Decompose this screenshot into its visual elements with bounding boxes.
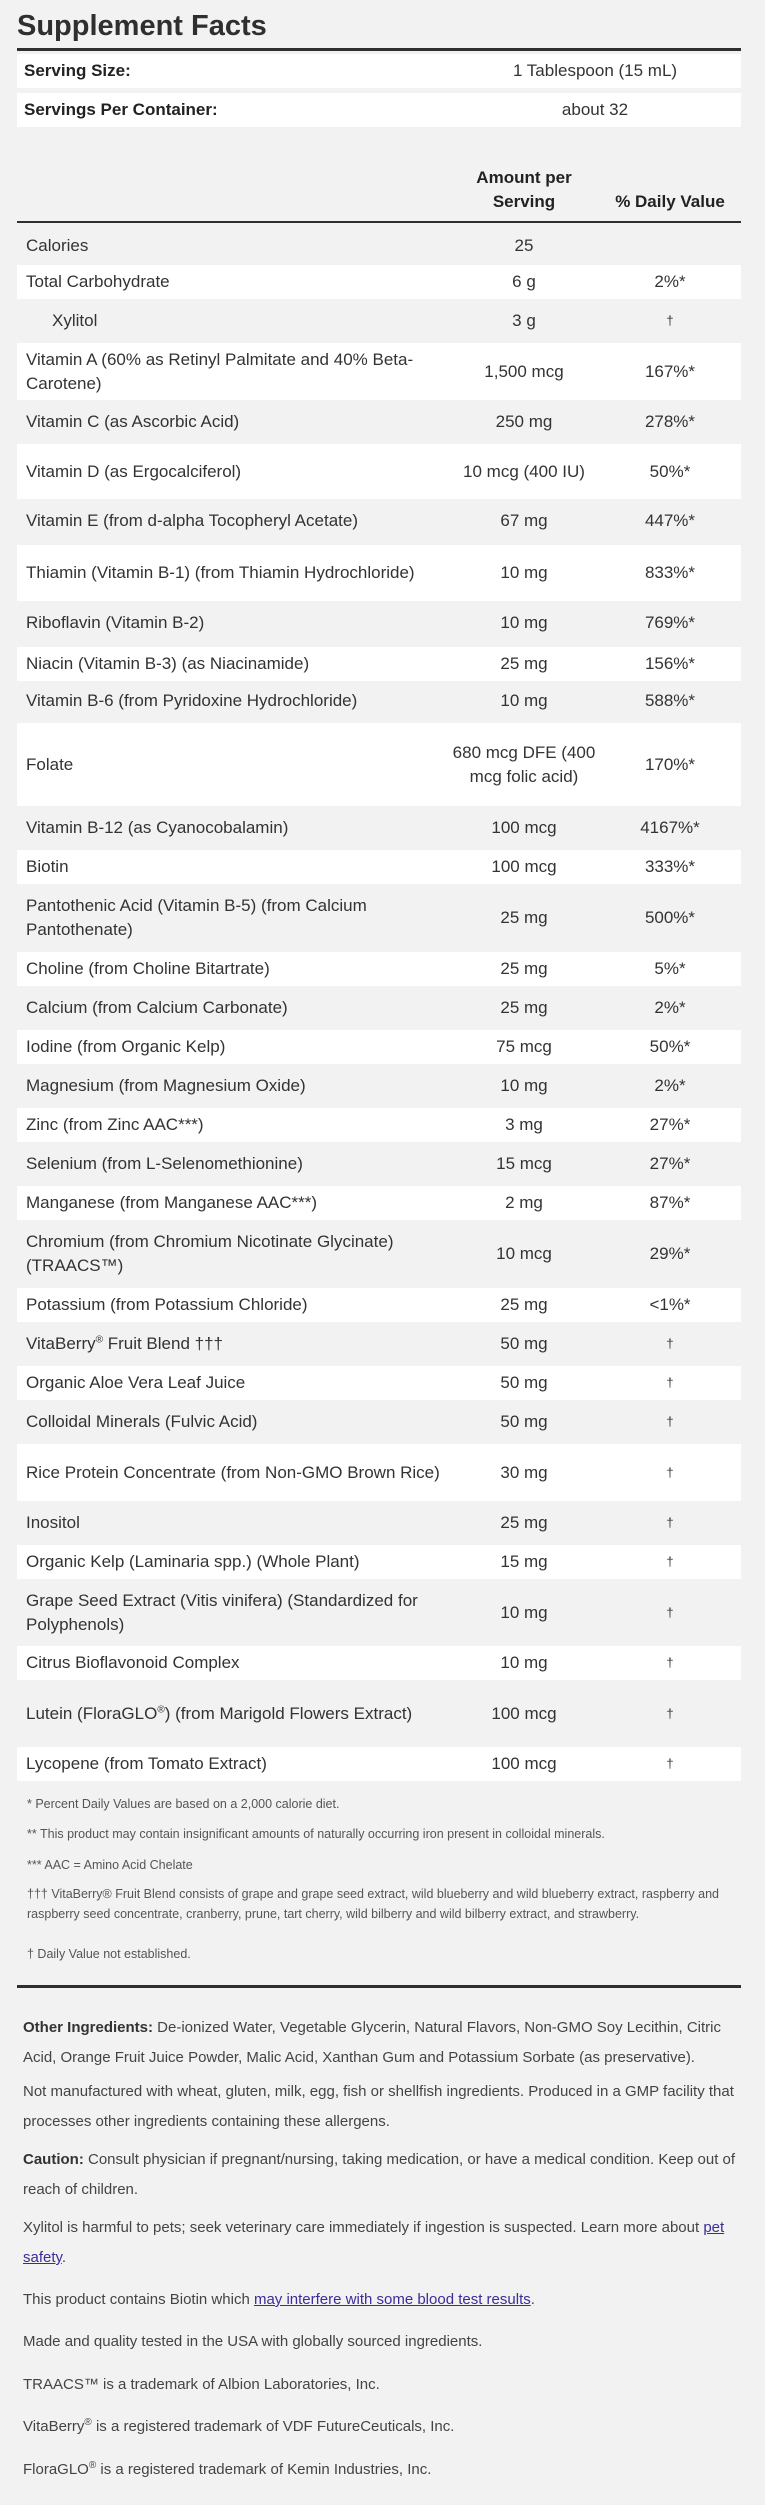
nutrient-daily-value: 29%* [649, 1244, 691, 1263]
nutrient-row [17, 1108, 741, 1142]
nutrient-row [17, 723, 741, 806]
nutrient-amount: 25 mg [500, 908, 548, 927]
nutrient-daily-value: 167%* [644, 361, 696, 381]
footer-rule [17, 1985, 741, 1988]
nutrient-amount: 50 mg [500, 1334, 548, 1353]
supplement-facts-title: Supplement Facts [17, 10, 267, 42]
nutrient-daily-value: † [666, 1604, 674, 1620]
nutrient-daily-value: † [666, 1705, 674, 1721]
nutrient-daily-value: 769%* [644, 613, 696, 632]
nutrient-name: Chromium (from Chromium Nicotinate Glycinate) (TRAACS™) [26, 1232, 394, 1275]
nutrient-row [17, 1030, 741, 1064]
nutrient-amount: 2 mg [505, 1193, 543, 1212]
nutrient-amount: 15 mcg [496, 1154, 552, 1173]
nutrient-name: Biotin [26, 857, 69, 876]
nutrient-name: Zinc (from Zinc AAC***) [26, 1115, 204, 1134]
nutrient-amount: 680 mcg DFE (400 mcg folic acid) [452, 742, 596, 786]
nutrient-name: Xylitol [52, 311, 98, 330]
nutrient-row [17, 684, 741, 718]
nutrient-amount: 1,500 mcg [484, 361, 564, 381]
nutrient-amount: 100 mcg [491, 857, 557, 876]
xylitol-end: . [61, 2249, 67, 2266]
nutrient-row [17, 1186, 741, 1220]
biotin-end: . [530, 2291, 535, 2308]
blood-test-link[interactable]: may interfere with some blood test results [253, 2291, 531, 2308]
caution-statement [23, 2145, 738, 2205]
allergen-statement: Not manufactured with wheat, gluten, milk, egg, fish or shellfish ingredients. Produced in a GMP facility that processes other ingredients containing these allergens. [23, 2083, 734, 2130]
nutrient-row [17, 850, 741, 884]
nutrient-row [17, 1225, 741, 1283]
nutrient-row [17, 1069, 741, 1103]
nutrient-name: Iodine (from Organic Kelp) [26, 1037, 226, 1056]
footnotes-box [17, 1786, 741, 1980]
nutrient-name: Inositol [26, 1513, 80, 1532]
nutrient-name: Vitamin C (as Ascorbic Acid) [26, 412, 240, 431]
nutrient-row [17, 1366, 741, 1400]
nutrient-amount: 3 mg [505, 1115, 543, 1134]
header-rule [17, 221, 741, 223]
usa-statement: Made and quality tested in the USA with globally sourced ingredients. [23, 2333, 483, 2350]
nutrient-row [17, 811, 741, 845]
serving-size-value: 1 Tablespoon (15 mL) [512, 61, 678, 80]
nutrient-amount: 30 mg [500, 1462, 548, 1482]
nutrient-name: Lycopene (from Tomato Extract) [26, 1754, 267, 1773]
nutrient-row [17, 304, 741, 338]
nutrient-amount: 25 mg [500, 998, 548, 1017]
nutrient-row [17, 405, 741, 439]
vitaberry-text: is a registered trademark of VDF FutureCeuticals, Inc. [91, 2418, 455, 2435]
nutrient-name: Calcium (from Calcium Carbonate) [26, 998, 288, 1017]
nutrient-name: Choline (from Choline Bitartrate) [26, 959, 270, 978]
nutrient-row [17, 1506, 741, 1540]
nutrient-amount: 6 g [512, 272, 536, 291]
nutrient-name: Vitamin B-12 (as Cyanocobalamin) [26, 818, 289, 837]
xylitol-text: Xylitol is harmful to pets; seek veterinary care immediately if ingestion is suspected. Learn more about [23, 2219, 704, 2236]
nutrient-row [17, 1685, 741, 1742]
nutrient-row [17, 1584, 741, 1641]
nutrient-daily-value: † [666, 1375, 674, 1390]
vitaberry-name: VitaBerry [23, 2418, 85, 2435]
nutrient-daily-value: 588%* [644, 691, 696, 710]
nutrient-row [17, 504, 741, 538]
vitaberry-trademark [23, 2412, 738, 2442]
nutrient-daily-value: 156%* [644, 654, 696, 673]
nutrient-daily-value: 500%* [644, 908, 696, 927]
title-rule [17, 48, 741, 51]
amount-per-serving-header: Amount per Serving [476, 168, 572, 211]
nutrient-name: Colloidal Minerals (Fulvic Acid) [26, 1412, 258, 1431]
nutrient-name: Calories [26, 236, 89, 255]
nutrient-name: Manganese (from Manganese AAC***) [26, 1193, 318, 1212]
nutrient-daily-value: † [666, 313, 674, 328]
pet-safety-link[interactable]: pet safety [23, 2219, 725, 2266]
nutrient-daily-value: 50%* [649, 461, 691, 481]
traacs-trademark: TRAACS™ is a trademark of Albion Laboratories, Inc. [23, 2376, 380, 2393]
nutrient-amount: 10 mg [500, 1076, 548, 1095]
nutrient-name: Folate [26, 754, 74, 774]
nutrient-amount: 75 mcg [496, 1037, 552, 1056]
nutrient-amount: 10 mg [500, 563, 548, 582]
nutrient-name: Niacin (Vitamin B-3) (as Niacinamide) [26, 654, 310, 673]
nutrient-row [17, 545, 741, 601]
nutrient-row [17, 343, 741, 400]
nutrient-daily-value: 170%* [644, 754, 696, 774]
nutrient-amount: 25 mg [500, 959, 548, 978]
nutrient-row [17, 647, 741, 681]
nutrient-daily-value: 87%* [649, 1193, 691, 1212]
nutrient-amount: 25 mg [500, 1295, 548, 1314]
nutrient-amount: 50 mg [500, 1412, 548, 1431]
nutrient-row [17, 1405, 741, 1439]
nutrient-daily-value: 50%* [649, 1037, 691, 1056]
nutrient-row [17, 265, 741, 299]
servings-per-container-label: Servings Per Container: [24, 100, 218, 119]
nutrient-row [17, 889, 741, 947]
nutrient-daily-value: † [666, 1655, 674, 1670]
nutrient-daily-value: 27%* [649, 1115, 691, 1134]
vitaberry-reg-mark: ® [84, 2417, 92, 2428]
nutrient-daily-value: † [666, 1464, 674, 1480]
nutrient-name: VitaBerry® Fruit Blend ††† [26, 1334, 223, 1353]
nutrient-amount: 100 mcg [491, 818, 557, 837]
nutrient-row [17, 444, 741, 499]
nutrient-name: Citrus Bioflavonoid Complex [26, 1653, 240, 1672]
servings-per-container-value: about 32 [561, 100, 629, 119]
nutrient-name: Lutein (FloraGLO®) (from Marigold Flowers Extract) [26, 1703, 413, 1723]
nutrient-amount: 100 mcg [491, 1703, 557, 1723]
nutrient-name: Vitamin B-6 (from Pyridoxine Hydrochloride) [26, 691, 358, 710]
caution-text: Consult physician if pregnant/nursing, taking medication, or have a medical condition. Keep out of reach of children. [23, 2151, 736, 2198]
nutrient-row [17, 952, 741, 986]
nutrient-row [17, 606, 741, 640]
table-header [17, 158, 741, 220]
nutrient-daily-value: 2%* [654, 1076, 686, 1095]
nutrient-amount: 25 mg [500, 654, 548, 673]
nutrient-name: Pantothenic Acid (Vitamin B-5) (from Calcium Pantothenate) [26, 896, 367, 939]
nutrient-amount: 15 mg [500, 1552, 548, 1571]
floraglo-reg-mark: ® [88, 2460, 97, 2471]
nutrient-row [17, 1327, 741, 1361]
footnote: † Daily Value not established. [27, 1947, 191, 1961]
nutrient-name: Potassium (from Potassium Chloride) [26, 1295, 308, 1314]
nutrient-amount: 25 [514, 236, 534, 255]
nutrient-daily-value: 2%* [654, 272, 686, 291]
nutrient-daily-value: 278%* [644, 412, 696, 431]
serving-size-label: Serving Size: [24, 61, 131, 80]
footnote: *** AAC = Amino Acid Chelate [27, 1858, 193, 1872]
nutrient-daily-value: 27%* [649, 1154, 691, 1173]
nutrient-daily-value: 2%* [654, 998, 686, 1017]
nutrient-name: Rice Protein Concentrate (from Non-GMO Brown Rice) [26, 1462, 440, 1482]
other-ingredients [23, 2013, 738, 2073]
nutrient-row [17, 1147, 741, 1181]
nutrient-daily-value: 447%* [644, 511, 696, 530]
nutrient-amount: 10 mg [500, 1602, 548, 1622]
nutrient-name: Magnesium (from Magnesium Oxide) [26, 1076, 306, 1095]
nutrient-daily-value: † [666, 1414, 674, 1429]
footnote: ** This product may contain insignificant amounts of naturally occurring iron present in colloidal minerals. [27, 1827, 605, 1841]
nutrient-row [17, 1444, 741, 1501]
footnote: * Percent Daily Values are based on a 2,000 calorie diet. [27, 1797, 340, 1811]
floraglo-text: is a registered trademark of Kemin Industries, Inc. [96, 2461, 432, 2478]
caution-label: Caution: [23, 2151, 84, 2168]
serving-size-row [17, 54, 741, 88]
nutrient-row [17, 229, 741, 263]
nutrient-name: Vitamin D (as Ergocalciferol) [26, 461, 242, 481]
other-ingredients-label: Other Ingredients: [23, 2019, 154, 2036]
nutrient-row [17, 991, 741, 1025]
nutrient-name: Thiamin (Vitamin B-1) (from Thiamin Hydrochloride) [26, 563, 415, 582]
other-ingredients-text: De-ionized Water, Vegetable Glycerin, Natural Flavors, Non-GMO Soy Lecithin, Citric Acid, Orange Fruit Juice Powder, Malic Acid, Xanthan Gum and Potassium Sorbate (as preservative). [23, 2019, 722, 2066]
nutrient-row [17, 1646, 741, 1680]
biotin-text: This product contains Biotin which [23, 2291, 254, 2308]
nutrient-amount: 10 mg [500, 1653, 548, 1672]
nutrient-name: Vitamin A (60% as Retinyl Palmitate and 40% Beta-Carotene) [26, 349, 414, 393]
footnote: ††† VitaBerry® Fruit Blend consists of grape and grape seed extract, wild blueberry and wild blueberry extract, raspberry and raspberry seed concentrate, cranberry, prune, tart cherry, wild bilberry and wild bilberry extract, and strawberry. [27, 1887, 719, 1921]
nutrient-name: Riboflavin (Vitamin B-2) [26, 613, 205, 632]
nutrient-daily-value: † [666, 1515, 674, 1530]
nutrient-amount: 67 mg [500, 511, 548, 530]
nutrient-row [17, 1288, 741, 1322]
nutrient-daily-value: 5%* [654, 959, 686, 978]
nutrient-row [17, 1545, 741, 1579]
nutrient-name: Selenium (from L-Selenomethionine) [26, 1154, 303, 1173]
nutrient-amount: 50 mg [500, 1373, 548, 1392]
xylitol-warning [23, 2213, 738, 2273]
nutrient-amount: 3 g [512, 311, 536, 330]
nutrient-amount: 100 mcg [491, 1754, 557, 1773]
biotin-warning [23, 2285, 738, 2315]
nutrient-amount: 10 mcg (400 IU) [463, 461, 585, 481]
nutrient-name: Vitamin E (from d-alpha Tocopheryl Acetate) [26, 511, 358, 530]
nutrient-amount: 10 mcg [496, 1244, 552, 1263]
floraglo-name: FloraGLO [23, 2461, 89, 2478]
nutrient-amount: 250 mg [495, 412, 553, 431]
nutrient-row [17, 1747, 741, 1781]
nutrient-name: Organic Kelp (Laminaria spp.) (Whole Plant) [26, 1552, 360, 1571]
nutrient-daily-value: 833%* [644, 563, 696, 582]
daily-value-header: % Daily Value [615, 192, 725, 211]
nutrient-daily-value: † [666, 1336, 674, 1351]
nutrient-amount: 10 mg [500, 691, 548, 710]
nutrient-daily-value: † [666, 1756, 674, 1771]
nutrient-daily-value: 4167%* [640, 818, 700, 837]
floraglo-trademark [23, 2455, 738, 2485]
nutrient-name: Organic Aloe Vera Leaf Juice [26, 1373, 246, 1392]
nutrient-amount: 10 mg [500, 613, 548, 632]
nutrient-daily-value: † [666, 1554, 674, 1569]
nutrient-name: Total Carbohydrate [26, 272, 170, 291]
nutrient-amount: 25 mg [500, 1513, 548, 1532]
nutrient-daily-value: 333%* [644, 857, 696, 876]
nutrient-name: Grape Seed Extract (Vitis vinifera) (Standardized for Polyphenols) [26, 1590, 418, 1634]
nutrient-daily-value: <1%* [649, 1295, 691, 1314]
servings-per-container-row [17, 93, 741, 127]
